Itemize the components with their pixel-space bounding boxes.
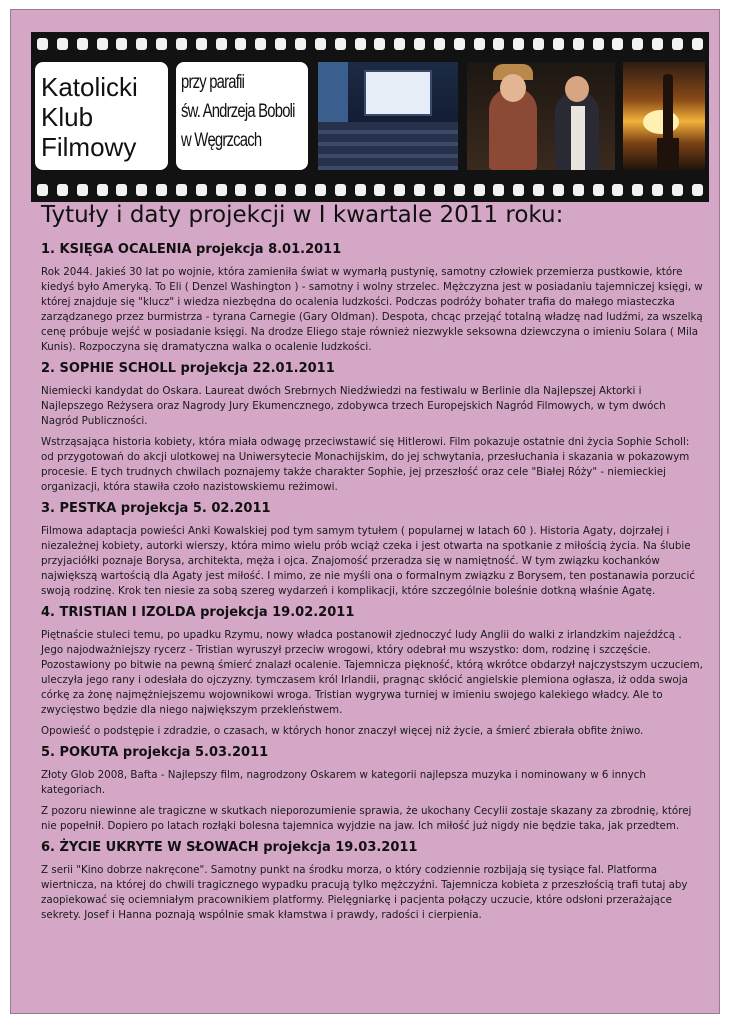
- film-hole: [315, 38, 326, 50]
- film-description: Złoty Glob 2008, Bafta - Najlepszy film, nagrodzony Oskarem w kategorii najlepsza muzyka i nominowany w 6 innych kategoriach.: [41, 769, 646, 796]
- film-hole: [652, 38, 663, 50]
- film-description: Opowieść o podstępie i zdradzie, o czasach, w których honor znaczył więcej niż życie, a śmierć zbierała obfite żniwo.: [41, 725, 644, 737]
- film-entry: [41, 242, 703, 355]
- parish-line: w Węgrzcach: [181, 130, 262, 151]
- film-entry: [41, 605, 703, 739]
- film-hole: [295, 38, 306, 50]
- film-hole: [176, 184, 187, 196]
- film-heading: 6. ŻYCIE UKRYTE W SŁOWACH projekcja 19.03.2011: [41, 840, 418, 855]
- film-hole: [573, 184, 584, 196]
- film-hole: [355, 38, 366, 50]
- page-title: Tytuły i daty projekcji w I kwartale 2011 roku:: [41, 202, 564, 228]
- cinema-hall-photo: [318, 62, 458, 170]
- film-hole: [196, 38, 207, 50]
- film-hole: [493, 38, 504, 50]
- film-hole: [493, 184, 504, 196]
- film-description: Z serii "Kino dobrze nakręcone". Samotny punkt na środku morza, o który codziennie rozbijają się tysiące fal. Platforma wiertnicza, na której do chwili tragicznego wypadku pracują tylko mężczyźni. Tajemnicza kobieta z przeszłością trafi tutaj aby zaopiekować się ociemniałym pracownikiem platformy. Pielęgniarkę i pacjenta połączy uczucie, które odsłoni przerażające sekrety. Josef i Hanna poznają wspólnie smak kłamstwa i prawdy, radości i cierpienia.: [41, 864, 688, 921]
- film-description: Wstrząsająca historia kobiety, która miała odwagę przeciwstawić się Hitlerowi. Film pokazuje ostatnie dni życia Sophie Scholl: od przygotowań do akcji ulotkowej na Uniwersytecie Monachijskim, do jej schwytania, przesłuchania i skazania w pokazowym procesie. E tych trudnych chwilach poznajemy także charakter Sophie, jej przeszłość oraz cele "Białej Róży" - niemieckiej organizacji, która stawiła czoło nazistowskiemu reżimowi.: [41, 436, 690, 493]
- film-hole: [474, 184, 485, 196]
- film-hole: [37, 38, 48, 50]
- sunset-statue-photo: [623, 62, 705, 170]
- film-hole: [513, 38, 524, 50]
- film-hole: [97, 38, 108, 50]
- parish-frame: [176, 62, 308, 170]
- film-hole: [116, 184, 127, 196]
- film-hole: [275, 38, 286, 50]
- film-hole: [335, 38, 346, 50]
- film-hole: [315, 184, 326, 196]
- film-heading: 3. PESTKA projekcja 5. 02.2011: [41, 501, 271, 516]
- film-hole: [235, 184, 246, 196]
- film-hole: [77, 184, 88, 196]
- film-description: Niemiecki kandydat do Oskara. Laureat dwóch Srebrnych Niedźwiedzi na festiwalu w Berlinie dla Najlepszej Aktorki i Najlepszego Reżysera oraz Nagrody Jury Ekumencznego, zdobywca trzech Europejskich Nagród Filmowych, w tym dwóch Nagród Publiczności.: [41, 385, 666, 427]
- film-perforations-top: [37, 38, 703, 50]
- film-hole: [612, 184, 623, 196]
- film-hole: [394, 184, 405, 196]
- film-description: Filmowa adaptacja powieści Anki Kowalskiej pod tym samym tytułem ( popularnej w latach 60 ). Historia Agaty, dojrzałej i niezależnej kobiety, autorki wierszy, która mimo wielu prób wciąż czeka i jest otwarta na spotkanie z miłością życia. Na ślubie przyjaciółki poznaje Borysa, architekta, męża i ojca. Znajomość przeradza się w namiętność. W tym związku kochanków największą wartością dla Agaty jest miłość. I mimo, ze nie myśli ona o formalnym związku z Borysem, ten postanawia porzucić swoją rodzinę. Krok ten niesie za sobą szereg wydarzeń i komplikacji, które szczególnie boleśnie dotkną właśnie Agatę.: [41, 525, 695, 597]
- film-heading: 5. POKUTA projekcja 5.03.2011: [41, 745, 269, 760]
- film-hole: [593, 38, 604, 50]
- film-hole: [632, 184, 643, 196]
- film-hole: [77, 38, 88, 50]
- film-hole: [57, 38, 68, 50]
- film-hole: [136, 38, 147, 50]
- film-description: Rok 2044. Jakieś 30 lat po wojnie, która zamieniła świat w wymarłą pustynię, samotny człowiek przemierza pustkowie, które kiedyś było Ameryką. To Eli ( Denzel Washington ) - samotny i wolny strzelec. Mężczyzna jest w posiadaniu tajemniczej księgi, w której znajduje się "klucz" i wiedza niezbędna do ocalenia ludzkości. Podczas podróży bohater trafia do małego miasteczka zarządzanego przez burmistrza - tyrana Carnegie (Gary Oldman). Despota, chcąc przejąć totalną władzę nad ludźmi, za wszelką cenę próbuje wejść w posiadanie księgi. Na drodze Eliego staje również niezwykle seksowna dziewczyna o imieniu Solara ( Mila Kunis). Rozpoczyna się dramatyczna walka o ocalenie ludzkości.: [41, 266, 703, 353]
- film-perforations-bottom: [37, 184, 703, 196]
- film-hole: [692, 38, 703, 50]
- film-hole: [672, 38, 683, 50]
- film-hole: [37, 184, 48, 196]
- film-hole: [355, 184, 366, 196]
- poster-page: [10, 9, 720, 1014]
- parish-name: [181, 68, 295, 155]
- film-hole: [394, 38, 405, 50]
- film-entry: [41, 745, 703, 834]
- film-entry: [41, 840, 703, 923]
- film-entry: [41, 501, 703, 599]
- film-hole: [632, 38, 643, 50]
- film-hole: [136, 184, 147, 196]
- film-hole: [216, 38, 227, 50]
- film-description: Piętnaście stuleci temu, po upadku Rzymu, nowy władca postanowił zjednoczyć ludy Anglii do walki z irlandzkim najeźdźcą . Jego najodważniejszy rycerz - Tristian wyruszył przeciw wrogowi, który odebrał mu wszystko: dom, rodzinę i szczęście. Pozostawiony po bitwie na pewną śmierć znalazł ocalenie. Tajemnicza piękność, którą wkrótce obdarzył najczystszym uczuciem, uleczyła jego rany i odesłała do ojczyzny. tymczasem król Irlandii, pragnąc skłócić angielskie plemiona ogłasza, iż odda swoja córkę za żonę najmężniejszemu wojownikowi wroga. Tristian wygrywa turniej w imieniu swojego kalekiego władcy. Ale to zwycięstwo będzie dla niego największym przekleństwem.: [41, 629, 703, 716]
- film-hole: [672, 184, 683, 196]
- film-hole: [474, 38, 485, 50]
- film-still-photo: [467, 62, 615, 170]
- film-hole: [612, 38, 623, 50]
- film-hole: [374, 38, 385, 50]
- parish-line: św. Andrzeja Boboli: [181, 101, 295, 122]
- film-hole: [116, 38, 127, 50]
- film-hole: [454, 184, 465, 196]
- film-hole: [553, 184, 564, 196]
- club-name-line: Filmowy: [41, 132, 137, 162]
- club-name: [41, 72, 138, 162]
- film-hole: [255, 184, 266, 196]
- film-hole: [593, 184, 604, 196]
- film-hole: [414, 38, 425, 50]
- film-hole: [652, 184, 663, 196]
- film-heading: 2. SOPHIE SCHOLL projekcja 22.01.2011: [41, 361, 335, 376]
- film-hole: [553, 38, 564, 50]
- film-hole: [235, 38, 246, 50]
- film-heading: 4. TRISTIAN I IZOLDA projekcja 19.02.2011: [41, 605, 355, 620]
- film-hole: [97, 184, 108, 196]
- film-hole: [57, 184, 68, 196]
- film-hole: [434, 38, 445, 50]
- film-hole: [176, 38, 187, 50]
- club-name-frame: [35, 62, 168, 170]
- film-hole: [414, 184, 425, 196]
- film-hole: [692, 184, 703, 196]
- film-hole: [196, 184, 207, 196]
- film-hole: [295, 184, 306, 196]
- film-hole: [216, 184, 227, 196]
- film-hole: [255, 38, 266, 50]
- film-hole: [533, 184, 544, 196]
- film-hole: [434, 184, 445, 196]
- film-hole: [513, 184, 524, 196]
- club-name-line: Katolicki: [41, 72, 138, 102]
- parish-line: przy parafii: [181, 72, 245, 93]
- film-heading: 1. KSIĘGA OCALENIA projekcja 8.01.2011: [41, 242, 342, 257]
- film-hole: [454, 38, 465, 50]
- film-hole: [156, 184, 167, 196]
- film-entry: [41, 361, 703, 495]
- film-hole: [335, 184, 346, 196]
- film-hole: [533, 38, 544, 50]
- film-strip-banner: [31, 32, 709, 202]
- film-hole: [374, 184, 385, 196]
- film-list: [41, 242, 703, 929]
- film-hole: [275, 184, 286, 196]
- film-hole: [573, 38, 584, 50]
- film-description: Z pozoru niewinne ale tragiczne w skutkach nieporozumienie sprawia, że ukochany Cecylii zostaje skazany za zbrodnię, której nie popełnił. Dopiero po latach rozłąki bolesna tajemnica wyjdzie na jaw. Ich miłość już nigdy nie będzie taka, jak przedtem.: [41, 805, 692, 832]
- club-name-line: Klub: [41, 102, 94, 132]
- film-hole: [156, 38, 167, 50]
